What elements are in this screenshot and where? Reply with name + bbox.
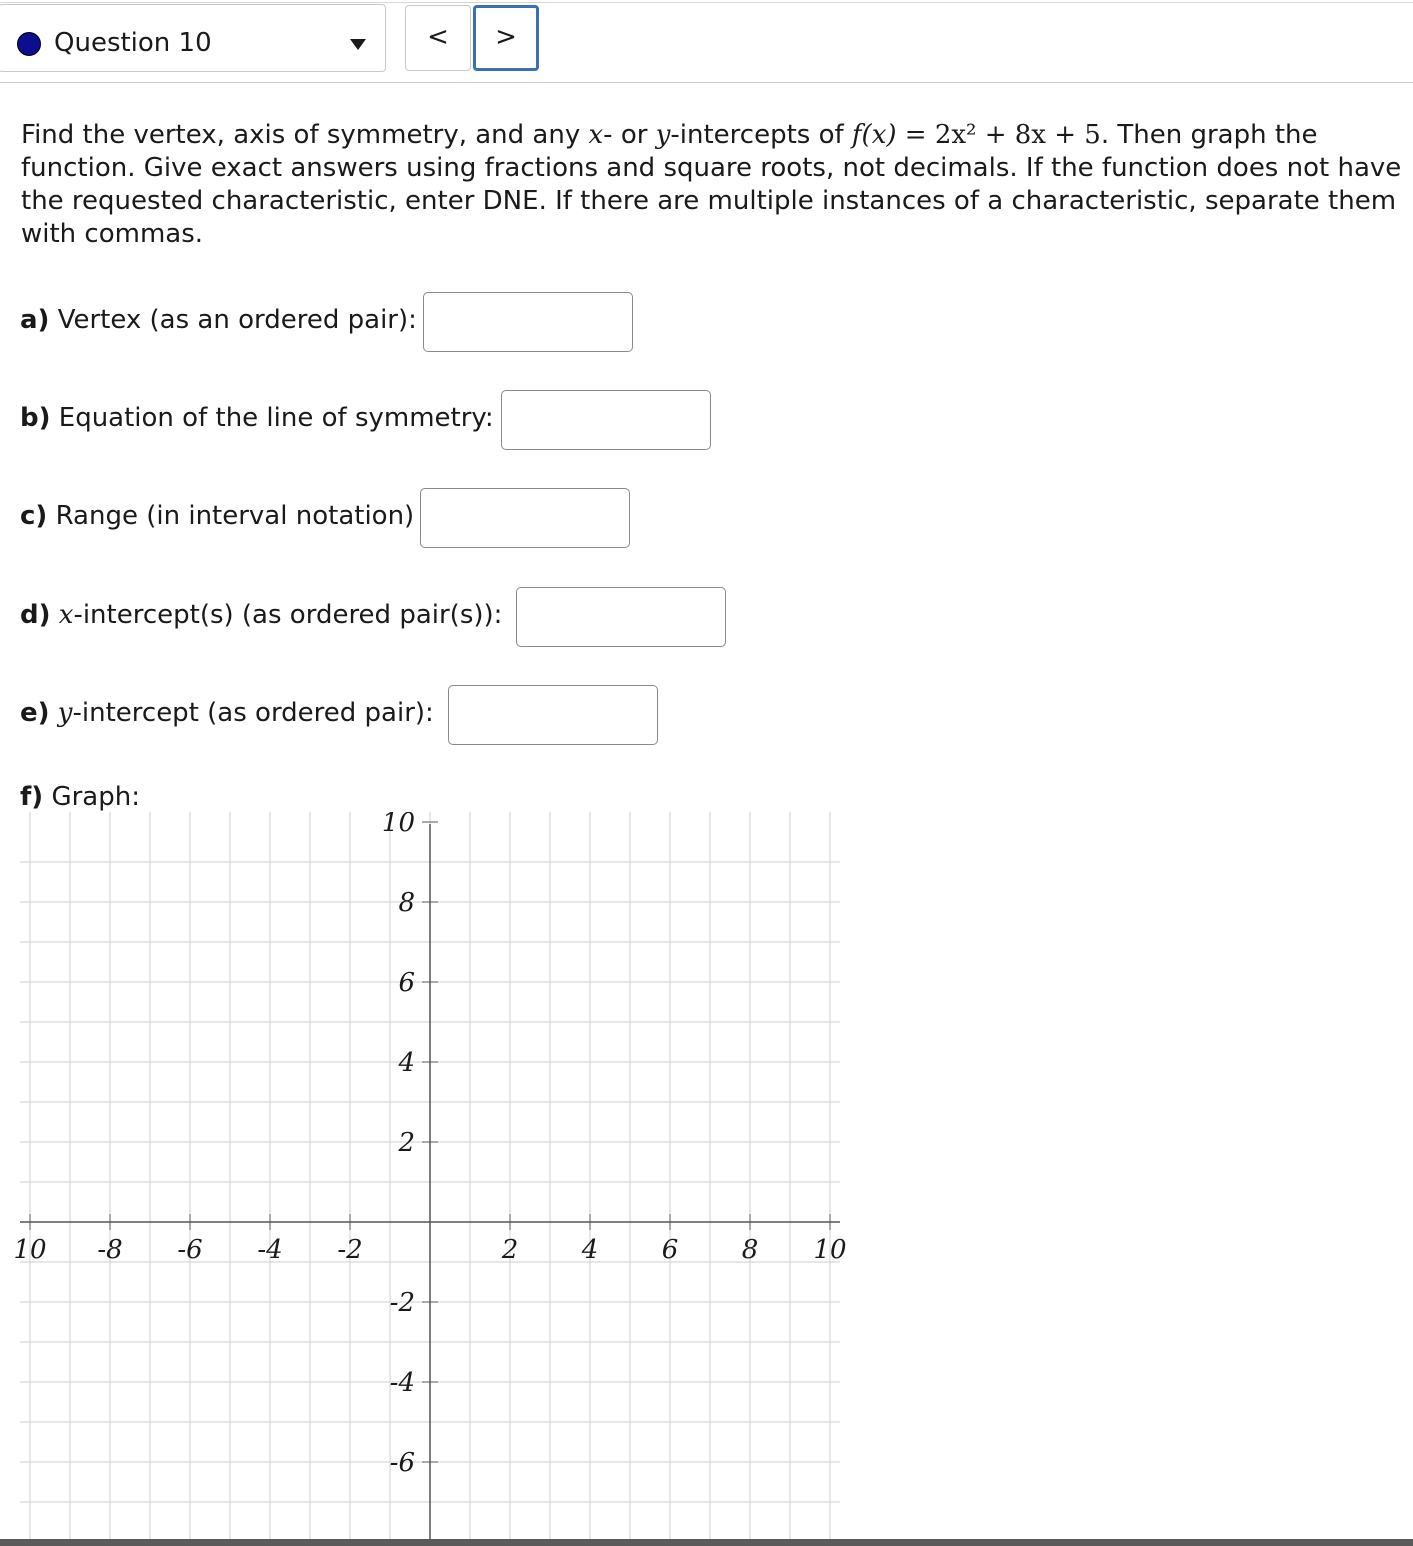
question-c-letter: c) — [20, 501, 48, 531]
graph-canvas[interactable] — [0, 812, 860, 1539]
question-d-var: x — [58, 600, 74, 630]
question-label: Question 10 — [54, 28, 212, 58]
x-tick-label: -6 — [177, 1235, 203, 1265]
question-c-label: Range (in interval notation) — [55, 501, 415, 531]
question-prompt — [21, 119, 1406, 251]
question-d-letter: d) — [20, 600, 51, 630]
vertex-input[interactable] — [423, 292, 633, 352]
question-e-label: -intercept (as ordered pair): — [72, 698, 434, 728]
caret-down-icon — [350, 39, 366, 50]
range-input[interactable] — [420, 488, 630, 548]
header-divider — [0, 82, 1413, 83]
x-tick-label: 4 — [581, 1235, 599, 1265]
question-c — [20, 501, 414, 531]
y-tick-label: -2 — [389, 1288, 415, 1318]
question-a-letter: a) — [20, 305, 50, 335]
question-a — [20, 305, 417, 335]
question-b — [20, 403, 494, 433]
question-b-letter: b) — [20, 403, 51, 433]
bottom-bar — [0, 1539, 1413, 1546]
prompt-text-4: . Then graph the function. Give exact answers using fractions and square roots, not decimals. If the function does not have the requested characteristic, enter DNE. If there are multiple instances of a characteristic, separate them with commas. — [21, 120, 1402, 249]
x-tick-label: -4 — [257, 1235, 283, 1265]
question-e-var: y — [57, 698, 73, 728]
x-tick-label: 6 — [661, 1235, 679, 1265]
y-intercept-input[interactable] — [448, 685, 658, 745]
math-x: x — [588, 120, 604, 150]
x-tick-label: 10 — [13, 1235, 47, 1265]
function-expression: = 2x² + 8x + 5 — [904, 120, 1101, 150]
prompt-text-2: - or — [603, 120, 656, 150]
y-tick-label: 4 — [398, 1048, 415, 1078]
question-e-letter: e) — [20, 698, 50, 728]
y-tick-label: 10 — [381, 812, 415, 838]
question-select[interactable] — [0, 4, 386, 72]
x-intercepts-input[interactable] — [516, 587, 726, 647]
y-tick-label: 6 — [398, 968, 415, 998]
x-tick-label: 10 — [813, 1235, 847, 1265]
question-f — [20, 782, 140, 812]
question-f-label: Graph: — [51, 782, 140, 812]
question-a-label: Vertex (as an ordered pair): — [57, 305, 417, 335]
y-tick-label: -4 — [389, 1368, 415, 1398]
prompt-text-1: Find the vertex, axis of symmetry, and any — [21, 120, 589, 150]
math-y: y — [655, 120, 671, 150]
top-border — [0, 2, 1413, 3]
function-name: f(x) — [851, 120, 897, 150]
x-tick-label: 8 — [741, 1235, 759, 1265]
y-tick-label: 2 — [398, 1128, 415, 1158]
x-tick-label: 2 — [501, 1235, 519, 1265]
previous-question-button[interactable]: < — [405, 5, 471, 71]
y-tick-label: 8 — [398, 888, 415, 918]
next-question-button[interactable]: > — [473, 5, 539, 71]
y-tick-label: -6 — [389, 1448, 415, 1478]
status-dot-icon — [17, 32, 41, 56]
question-f-letter: f) — [20, 782, 44, 812]
symmetry-line-input[interactable] — [501, 390, 711, 450]
prompt-text-3: -intercepts of — [670, 120, 852, 150]
question-d-label: -intercept(s) (as ordered pair(s)): — [73, 600, 503, 630]
x-tick-label: -2 — [337, 1235, 363, 1265]
question-d — [20, 600, 502, 630]
x-tick-label: -8 — [97, 1235, 123, 1265]
question-e — [20, 698, 434, 728]
question-b-label: Equation of the line of symmetry: — [58, 403, 494, 433]
